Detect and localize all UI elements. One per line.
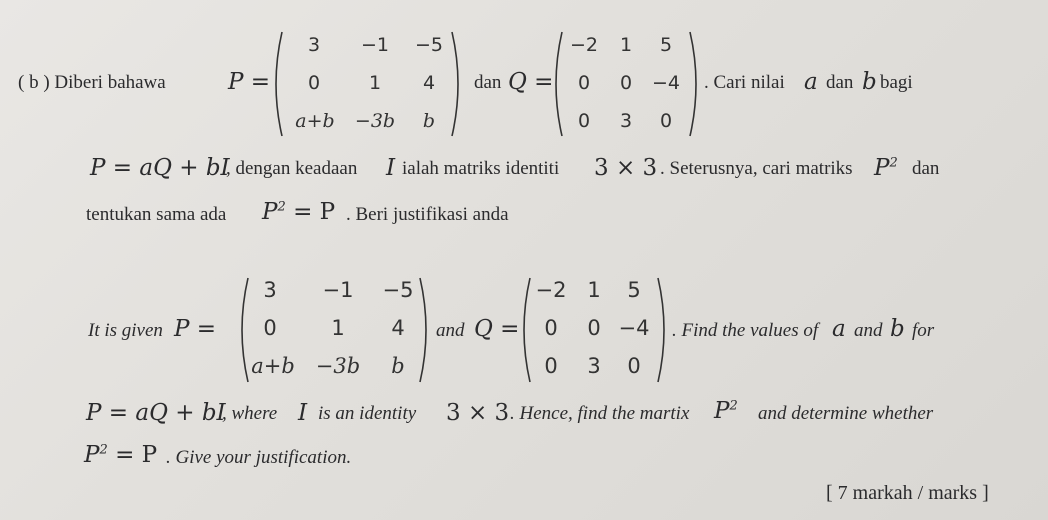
dimension: 3 × 3 xyxy=(446,400,510,426)
matrix-cell: 1 xyxy=(587,278,601,302)
instruction-text: ialah matriks identiti xyxy=(402,158,560,179)
conjunction-text: and xyxy=(854,320,883,341)
matrix-p-label: P = xyxy=(228,69,271,95)
variable-i: I xyxy=(298,400,308,426)
matrix-cell: 5 xyxy=(659,34,673,56)
marks-label: [ 7 markah / marks ] xyxy=(826,482,989,504)
conjunction-text: dan xyxy=(474,72,502,93)
matrix-p-label: P = xyxy=(174,316,217,342)
matrix-cell: −4 xyxy=(618,316,650,340)
matrix-cell: 0 xyxy=(619,72,633,94)
instruction-text: , where xyxy=(222,403,278,424)
matrix-cell: b xyxy=(391,354,405,378)
variable-a: a xyxy=(832,316,846,342)
matrix-cell: 1 xyxy=(331,316,345,340)
instruction-text: and determine whether xyxy=(758,403,934,424)
matrix-cell: 1 xyxy=(619,34,633,56)
matrix-q-malay xyxy=(552,28,700,140)
instruction-text: tentukan sama ada xyxy=(86,204,227,225)
matrix-p-malay xyxy=(272,28,462,140)
english-intro: It is given xyxy=(88,320,163,341)
matrix-cell: 0 xyxy=(577,110,591,132)
instruction-text: . Seterusnya, cari matriks xyxy=(660,158,853,179)
instruction-text: is an identity xyxy=(318,403,417,424)
question-part-label: ( b ) Diberi bahawa xyxy=(18,72,166,93)
matrix-p-squared: $P^2$ xyxy=(714,398,738,424)
matrix-q-english xyxy=(520,274,668,386)
dimension: 3 × 3 xyxy=(594,155,658,181)
matrix-cell: 5 xyxy=(627,278,641,302)
variable-b: b xyxy=(862,69,877,95)
instruction-text: for xyxy=(912,320,935,341)
instruction-text: . Give your justification. xyxy=(166,447,352,468)
matrix-p-english xyxy=(238,274,430,386)
matrix-cell: −3b xyxy=(315,354,361,378)
matrix-cell: −1 xyxy=(322,278,354,302)
matrix-cell: −2 xyxy=(569,34,598,56)
conjunction-text: dan xyxy=(826,72,854,93)
instruction-text: . Cari nilai xyxy=(704,72,785,93)
matrix-cell: −5 xyxy=(382,278,414,302)
formula: P = aQ + bI xyxy=(86,400,226,426)
matrix-cell: b xyxy=(422,110,436,132)
matrix-cell: 0 xyxy=(659,110,673,132)
instruction-text: . Hence, find the martix xyxy=(510,403,690,424)
variable-b: b xyxy=(890,316,905,342)
matrix-cell: 0 xyxy=(263,316,277,340)
matrix-cell: 4 xyxy=(422,72,436,94)
matrix-cell: 3 xyxy=(587,354,601,378)
matrix-cell: −3b xyxy=(354,110,396,132)
matrix-cell: 3 xyxy=(619,110,633,132)
matrix-cell: 1 xyxy=(368,72,382,94)
matrix-cell: 0 xyxy=(577,72,591,94)
conjunction-text: dan xyxy=(912,158,940,179)
instruction-text: . Beri justifikasi anda xyxy=(346,204,509,225)
matrix-p-squared: $P^2 = P$ xyxy=(262,199,336,225)
instruction-text: , dengan keadaan xyxy=(226,158,358,179)
matrix-p-squared: $P^2 = P$ xyxy=(84,442,158,468)
variable-i: I xyxy=(386,155,396,181)
matrix-cell: 3 xyxy=(307,34,321,56)
matrix-cell: −2 xyxy=(535,278,567,302)
matrix-cell: 0 xyxy=(307,72,321,94)
matrix-cell: 0 xyxy=(627,354,641,378)
conjunction-text: and xyxy=(436,320,465,341)
matrix-q-label: Q = xyxy=(508,69,554,95)
matrix-cell: 0 xyxy=(544,354,558,378)
variable-a: a xyxy=(804,69,818,95)
matrix-cell: a+b xyxy=(251,354,295,378)
matrix-q-label: Q = xyxy=(474,316,520,342)
matrix-cell: 3 xyxy=(263,278,277,302)
matrix-cell: 4 xyxy=(391,316,405,340)
matrix-p-squared: $P^2$ xyxy=(874,155,898,181)
matrix-cell: −4 xyxy=(651,72,680,94)
matrix-cell: 0 xyxy=(587,316,601,340)
formula: P = aQ + bI xyxy=(90,155,230,181)
instruction-text: . Find the values of xyxy=(672,320,819,341)
matrix-cell: 0 xyxy=(544,316,558,340)
instruction-text: bagi xyxy=(880,72,913,93)
matrix-cell: −1 xyxy=(360,34,389,56)
matrix-cell: −5 xyxy=(414,34,443,56)
matrix-cell: a+b xyxy=(295,110,335,132)
